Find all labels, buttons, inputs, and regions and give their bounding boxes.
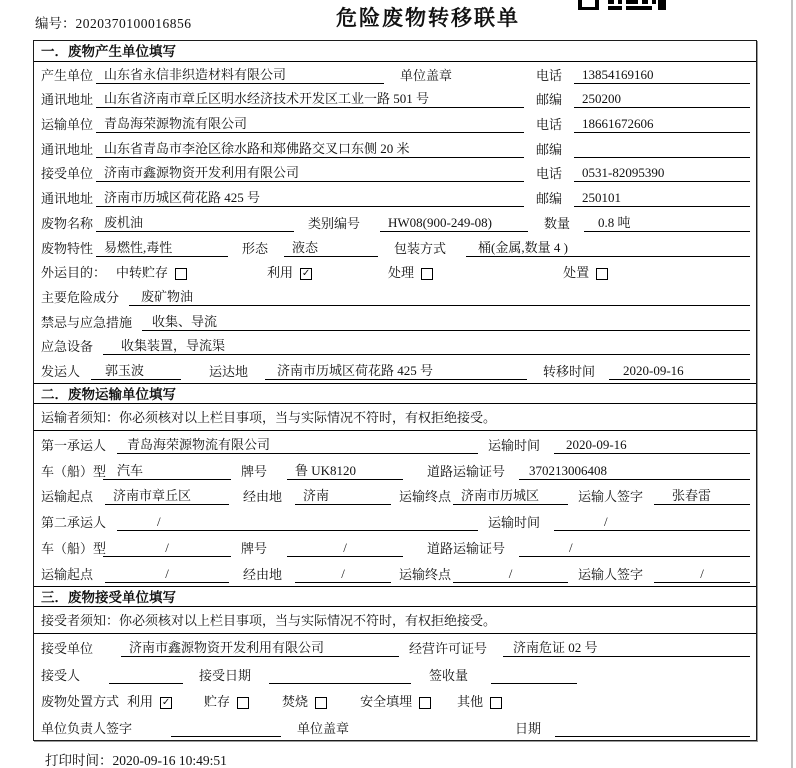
route1-end-value: 济南市历城区 [453, 488, 568, 505]
route1-end-label: 运输终点 [399, 489, 452, 505]
route2-sign-label: 运输人签字 [578, 566, 644, 582]
waste-qty-label: 数量 [544, 215, 571, 231]
purpose-option-treat-checkbox [421, 268, 433, 280]
disposal-option-landfill-label: 安全填埋 [360, 694, 413, 710]
route2-via-label: 经由地 [243, 566, 283, 582]
qr-code-fragment [578, 0, 666, 10]
accept-date-value [269, 683, 411, 684]
taboo-value: 收集、导流 [142, 314, 750, 331]
transporter-address-value: 山东省青岛市李沧区徐水路和郑佛路交叉口东侧 20 米 [96, 141, 524, 158]
waste-code-value: HW08(900-249-08) [380, 215, 528, 232]
equipment-label: 应急设备 [41, 339, 94, 355]
receiver-address-value: 济南市历城区荷花路 425 号 [96, 190, 524, 207]
receiver-address-row [34, 185, 756, 210]
disposal-option-store [204, 694, 249, 710]
transporter-phone-label: 电话 [536, 117, 563, 133]
carrier1-row [34, 431, 756, 457]
receiver-address-label: 通讯地址 [41, 191, 94, 207]
accept-qty-label: 签收量 [429, 667, 469, 683]
waste-form-value: 液态 [284, 240, 378, 257]
doc-number-label: 编号： [35, 16, 76, 31]
license-label: 经营许可证号 [409, 641, 488, 657]
waste-name-row [34, 210, 756, 235]
purpose-option-dispose-label: 处置 [563, 265, 590, 281]
waste-qty-value: 0.8 吨 [584, 215, 750, 232]
producer-address-row [34, 87, 756, 112]
disposal-option-utilize [127, 694, 172, 710]
carrier2-time-label: 运输时间 [488, 515, 541, 531]
disposal-option-landfill [360, 694, 431, 710]
equipment-row [34, 334, 756, 359]
purpose-option-utilize [267, 265, 312, 281]
dispatch-row [34, 358, 756, 383]
route1-via-value: 济南 [295, 488, 391, 505]
disposal-option-other-label: 其他 [457, 694, 484, 710]
producer-address-label: 通讯地址 [41, 92, 94, 108]
producer-value: 山东省永信非织造材料有限公司 [96, 67, 384, 84]
receiver-row [34, 161, 756, 186]
acceptor-value [109, 683, 183, 684]
responsible-sign-label: 单位负责人签字 [41, 720, 133, 736]
vehicle2-label: 车（船）型 [41, 540, 107, 556]
waste-traits-row [34, 235, 756, 260]
accept-qty-value [491, 683, 577, 684]
unit-stamp-label: 单位盖章 [297, 720, 350, 736]
doc-number [35, 12, 192, 32]
destination-value: 济南市历城区荷花路 425 号 [265, 363, 527, 380]
vehicle1-plate-label: 牌号 [241, 463, 268, 479]
section-receiver [34, 586, 756, 740]
route2-start-value: / [105, 566, 229, 583]
dispatcher-value: 郭玉波 [91, 363, 181, 380]
waste-name-value: 废机油 [96, 215, 294, 232]
waste-pack-value: 桶(金属,数量 4 ) [466, 240, 750, 257]
disposal-option-other [457, 694, 502, 710]
carrier2-value: / [117, 514, 478, 531]
transporter-value: 青岛海荣源物流有限公司 [96, 116, 524, 133]
disposal-option-landfill-checkbox [419, 697, 431, 709]
route1-sign-label: 运输人签字 [578, 489, 644, 505]
carrier2-label: 第二承运人 [41, 515, 107, 531]
purpose-option-dispose-checkbox [596, 268, 608, 280]
receiver-zip-label: 邮编 [536, 191, 563, 207]
route1-via-label: 经由地 [243, 489, 283, 505]
purpose-row [34, 260, 756, 285]
accept-unit-row [34, 634, 756, 661]
accept-unit-label: 接受单位 [41, 641, 94, 657]
page-edge-line [791, 0, 793, 768]
disposal-option-utilize-checkbox: ✓ [161, 697, 171, 709]
vehicle1-permit-value: 370213006408 [519, 463, 750, 480]
producer-row [34, 62, 756, 87]
print-time-value: 2020-09-16 10:49:51 [112, 753, 227, 768]
route2-end-label: 运输终点 [399, 566, 452, 582]
page-title: 危险废物转移联单 [336, 7, 520, 30]
doc-number-value: 2020370100016856 [75, 16, 192, 31]
purpose-option-transfer-label: 中转贮存 [116, 265, 169, 281]
section3-title: 三．废物接受单位填写 [34, 586, 756, 607]
transfer-time-label: 转移时间 [543, 363, 596, 379]
transporter-address-label: 通讯地址 [41, 141, 94, 157]
stamp-label: 单位盖章 [400, 67, 453, 83]
section2-title: 二．废物运输单位填写 [34, 383, 756, 404]
acceptor-row [34, 660, 756, 687]
vehicle2-permit-label: 道路运输证号 [427, 540, 506, 556]
transfer-time-value: 2020-09-16 [609, 363, 750, 380]
section-transporter [34, 383, 756, 586]
producer-label: 产生单位 [41, 67, 94, 83]
purpose-option-utilize-label: 利用 [267, 265, 294, 281]
purpose-option-treat [388, 265, 433, 281]
waste-pack-label: 包装方式 [394, 240, 447, 256]
vehicle2-value: / [103, 540, 231, 557]
route2-sign-value: / [654, 566, 750, 583]
hazard-label: 主要危险成分 [41, 289, 120, 305]
vehicle1-value: 汽车 [103, 463, 231, 480]
carrier1-time-value: 2020-09-16 [554, 437, 750, 454]
taboo-label: 禁忌与应急措施 [41, 314, 133, 330]
route2-via-value: / [295, 566, 391, 583]
destination-label: 运达地 [209, 363, 249, 379]
disposal-option-incinerate-label: 焚烧 [282, 694, 309, 710]
producer-address-value: 山东省济南市章丘区明水经济技术开发区工业一路 501 号 [96, 91, 524, 108]
accept-date-label: 接受日期 [199, 667, 252, 683]
route2-end-value: / [453, 566, 568, 583]
vehicle1-label: 车（船）型 [41, 463, 107, 479]
carrier1-value: 青岛海荣源物流有限公司 [117, 437, 478, 454]
vehicle2-plate-value: / [287, 540, 403, 557]
print-time [45, 749, 227, 768]
dispatcher-label: 发运人 [41, 363, 81, 379]
transporter-zip-value [574, 157, 750, 158]
sign-date-label: 日期 [515, 720, 542, 736]
route1-sign-value: 张春雷 [654, 488, 750, 505]
responsible-sign-row [34, 713, 756, 740]
receiver-phone-value: 0531-82095390 [574, 165, 750, 182]
waste-traits-value: 易燃性,毒性 [96, 240, 228, 257]
accept-unit-value: 济南市鑫源物资开发利用有限公司 [121, 640, 399, 657]
disposal-option-utilize-label: 利用 [127, 694, 154, 710]
hazard-value: 废矿物油 [129, 289, 750, 306]
sign-date-value [555, 736, 750, 737]
producer-zip-label: 邮编 [536, 92, 563, 108]
receiver-value: 济南市鑫源物资开发利用有限公司 [96, 165, 524, 182]
producer-phone-label: 电话 [536, 67, 563, 83]
transporter-address-row [34, 136, 756, 161]
purpose-option-transfer-checkbox [175, 268, 187, 280]
transporter-notice: 运输者须知：你必须核对以上栏目事项，当与实际情况不符时，有权拒绝接受。 [34, 404, 756, 431]
purpose-option-treat-label: 处理 [388, 265, 415, 281]
disposal-label: 废物处置方式 [41, 694, 120, 710]
purpose-option-transfer [116, 265, 187, 281]
route1-start-label: 运输起点 [41, 489, 94, 505]
purpose-option-dispose [563, 265, 608, 281]
disposal-option-other-checkbox [490, 697, 502, 709]
disposal-option-incinerate [282, 694, 327, 710]
vehicle2-plate-label: 牌号 [241, 540, 268, 556]
carrier2-row [34, 508, 756, 534]
waste-traits-label: 废物特性 [41, 240, 94, 256]
manifest-form [33, 40, 757, 741]
disposal-option-store-checkbox [237, 697, 249, 709]
section1-title: 一．废物产生单位填写 [34, 41, 756, 62]
disposal-option-incinerate-checkbox [315, 697, 327, 709]
carrier1-time-label: 运输时间 [488, 437, 541, 453]
producer-phone-value: 13854169160 [574, 67, 750, 84]
carrier1-label: 第一承运人 [41, 437, 107, 453]
route1-row [34, 483, 756, 509]
receiver-zip-value: 250101 [574, 190, 750, 207]
section-producer [34, 41, 756, 383]
transporter-zip-label: 邮编 [536, 141, 563, 157]
vehicle1-permit-label: 道路运输证号 [427, 463, 506, 479]
route2-start-label: 运输起点 [41, 566, 94, 582]
receiver-notice: 接受者须知：你必须核对以上栏目事项，当与实际情况不符时，有权拒绝接受。 [34, 607, 756, 634]
waste-code-label: 类别编号 [308, 215, 361, 231]
carrier2-time-value: / [554, 514, 750, 531]
receiver-phone-label: 电话 [536, 166, 563, 182]
vehicle1-row [34, 457, 756, 483]
waste-form-label: 形态 [242, 240, 269, 256]
responsible-sign-value [171, 736, 281, 737]
equipment-value: 收集装置，导流渠 [103, 338, 750, 355]
vehicle1-plate-value: 鲁 UK8120 [287, 463, 403, 480]
disposal-option-store-label: 贮存 [204, 694, 231, 710]
purpose-option-utilize-checkbox: ✓ [301, 268, 311, 280]
producer-zip-value: 250200 [574, 91, 750, 108]
transporter-row [34, 111, 756, 136]
route1-start-value: 济南市章丘区 [105, 488, 229, 505]
disposal-row [34, 687, 756, 714]
acceptor-label: 接受人 [41, 667, 81, 683]
transporter-phone-value: 18661672606 [574, 116, 750, 133]
purpose-label: 外运目的： [41, 265, 107, 281]
route2-row [34, 560, 756, 586]
vehicle2-permit-value: / [519, 540, 750, 557]
waste-name-label: 废物名称 [41, 215, 94, 231]
license-value: 济南危证 02 号 [503, 640, 750, 657]
taboo-row [34, 309, 756, 334]
print-time-label: 打印时间： [45, 753, 113, 768]
receiver-label: 接受单位 [41, 166, 94, 182]
transporter-label: 运输单位 [41, 117, 94, 133]
hazard-row [34, 284, 756, 309]
vehicle2-row [34, 534, 756, 560]
